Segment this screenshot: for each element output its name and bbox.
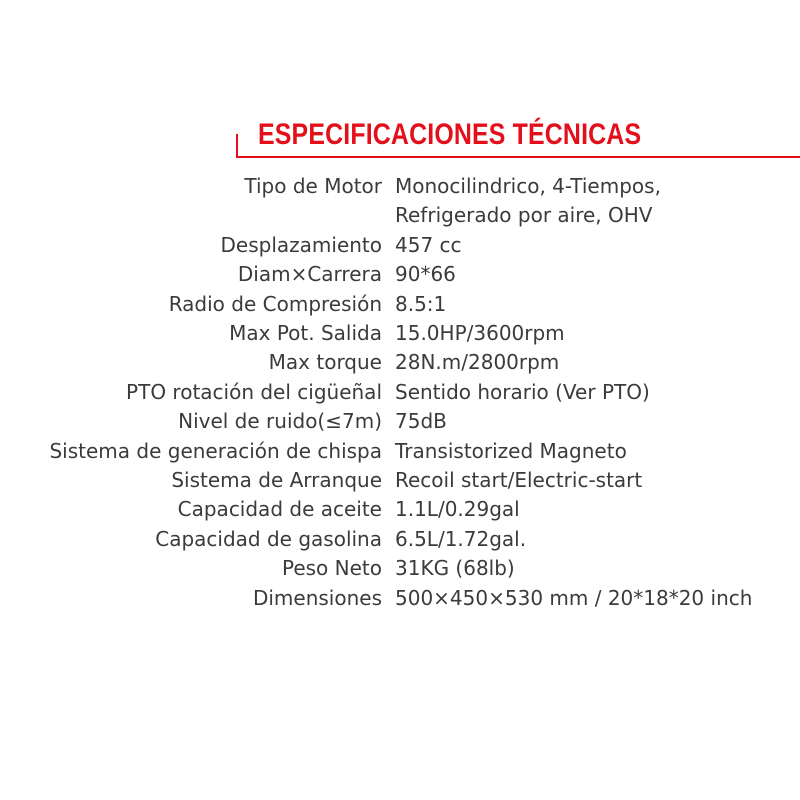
spec-label: Nivel de ruido(≤7m)	[178, 409, 382, 434]
section-title: ESPECIFICACIONES TÉCNICAS	[258, 118, 642, 151]
spec-value: Transistorized Magneto	[395, 438, 627, 463]
spec-row	[0, 290, 800, 319]
spec-label: Diam×Carrera	[237, 262, 382, 287]
spec-row	[0, 554, 800, 583]
spec-label: Capacidad de gasolina	[155, 526, 382, 551]
spec-label: Capacidad de aceite	[177, 497, 382, 522]
spec-row	[0, 466, 800, 495]
spec-label: PTO rotación del cigüeñal	[126, 379, 382, 404]
spec-value: 31KG (68lb)	[395, 556, 515, 581]
spec-label: Dimensiones	[252, 585, 382, 610]
spec-row	[0, 348, 800, 377]
spec-value: Monocilindrico, 4-Tiempos, Refrigerado por aire, OHV	[395, 174, 661, 228]
spec-row	[0, 260, 800, 289]
spec-value: 90*66	[395, 262, 456, 287]
spec-row	[0, 231, 800, 260]
spec-label: Sistema de Arranque	[171, 468, 382, 493]
spec-row	[0, 525, 800, 554]
spec-label: Peso Neto	[281, 556, 382, 581]
spec-row	[0, 584, 800, 613]
spec-value: 28N.m/2800rpm	[395, 350, 560, 375]
spec-row	[0, 437, 800, 466]
spec-value: 8.5:1	[395, 291, 447, 316]
spec-value: 15.0HP/3600rpm	[395, 321, 565, 346]
title-underline	[236, 156, 800, 158]
spec-value: Sentido horario (Ver PTO)	[395, 379, 650, 404]
spec-value: 457 cc	[395, 232, 462, 257]
spec-row	[0, 407, 800, 436]
spec-row	[0, 319, 800, 348]
title-frame-vertical-line	[236, 134, 238, 158]
spec-value: Recoil start/Electric-start	[395, 468, 643, 493]
spec-label: Desplazamiento	[220, 232, 382, 257]
spec-label: Tipo de Motor	[244, 174, 382, 198]
spec-value: 500×450×530 mm / 20*18*20 inch	[395, 585, 753, 610]
spec-row	[0, 378, 800, 407]
spec-label: Radio de Compresión	[168, 291, 382, 316]
spec-table	[0, 172, 800, 613]
spec-label: Sistema de generación de chispa	[49, 438, 382, 463]
spec-label: Max Pot. Salida	[229, 321, 382, 346]
spec-value: 1.1L/0.29gal	[395, 497, 520, 522]
spec-value: 6.5L/1.72gal.	[395, 526, 527, 551]
spec-label: Max torque	[268, 350, 382, 375]
spec-row	[0, 172, 800, 231]
spec-row	[0, 495, 800, 524]
spec-value: 75dB	[395, 409, 447, 434]
